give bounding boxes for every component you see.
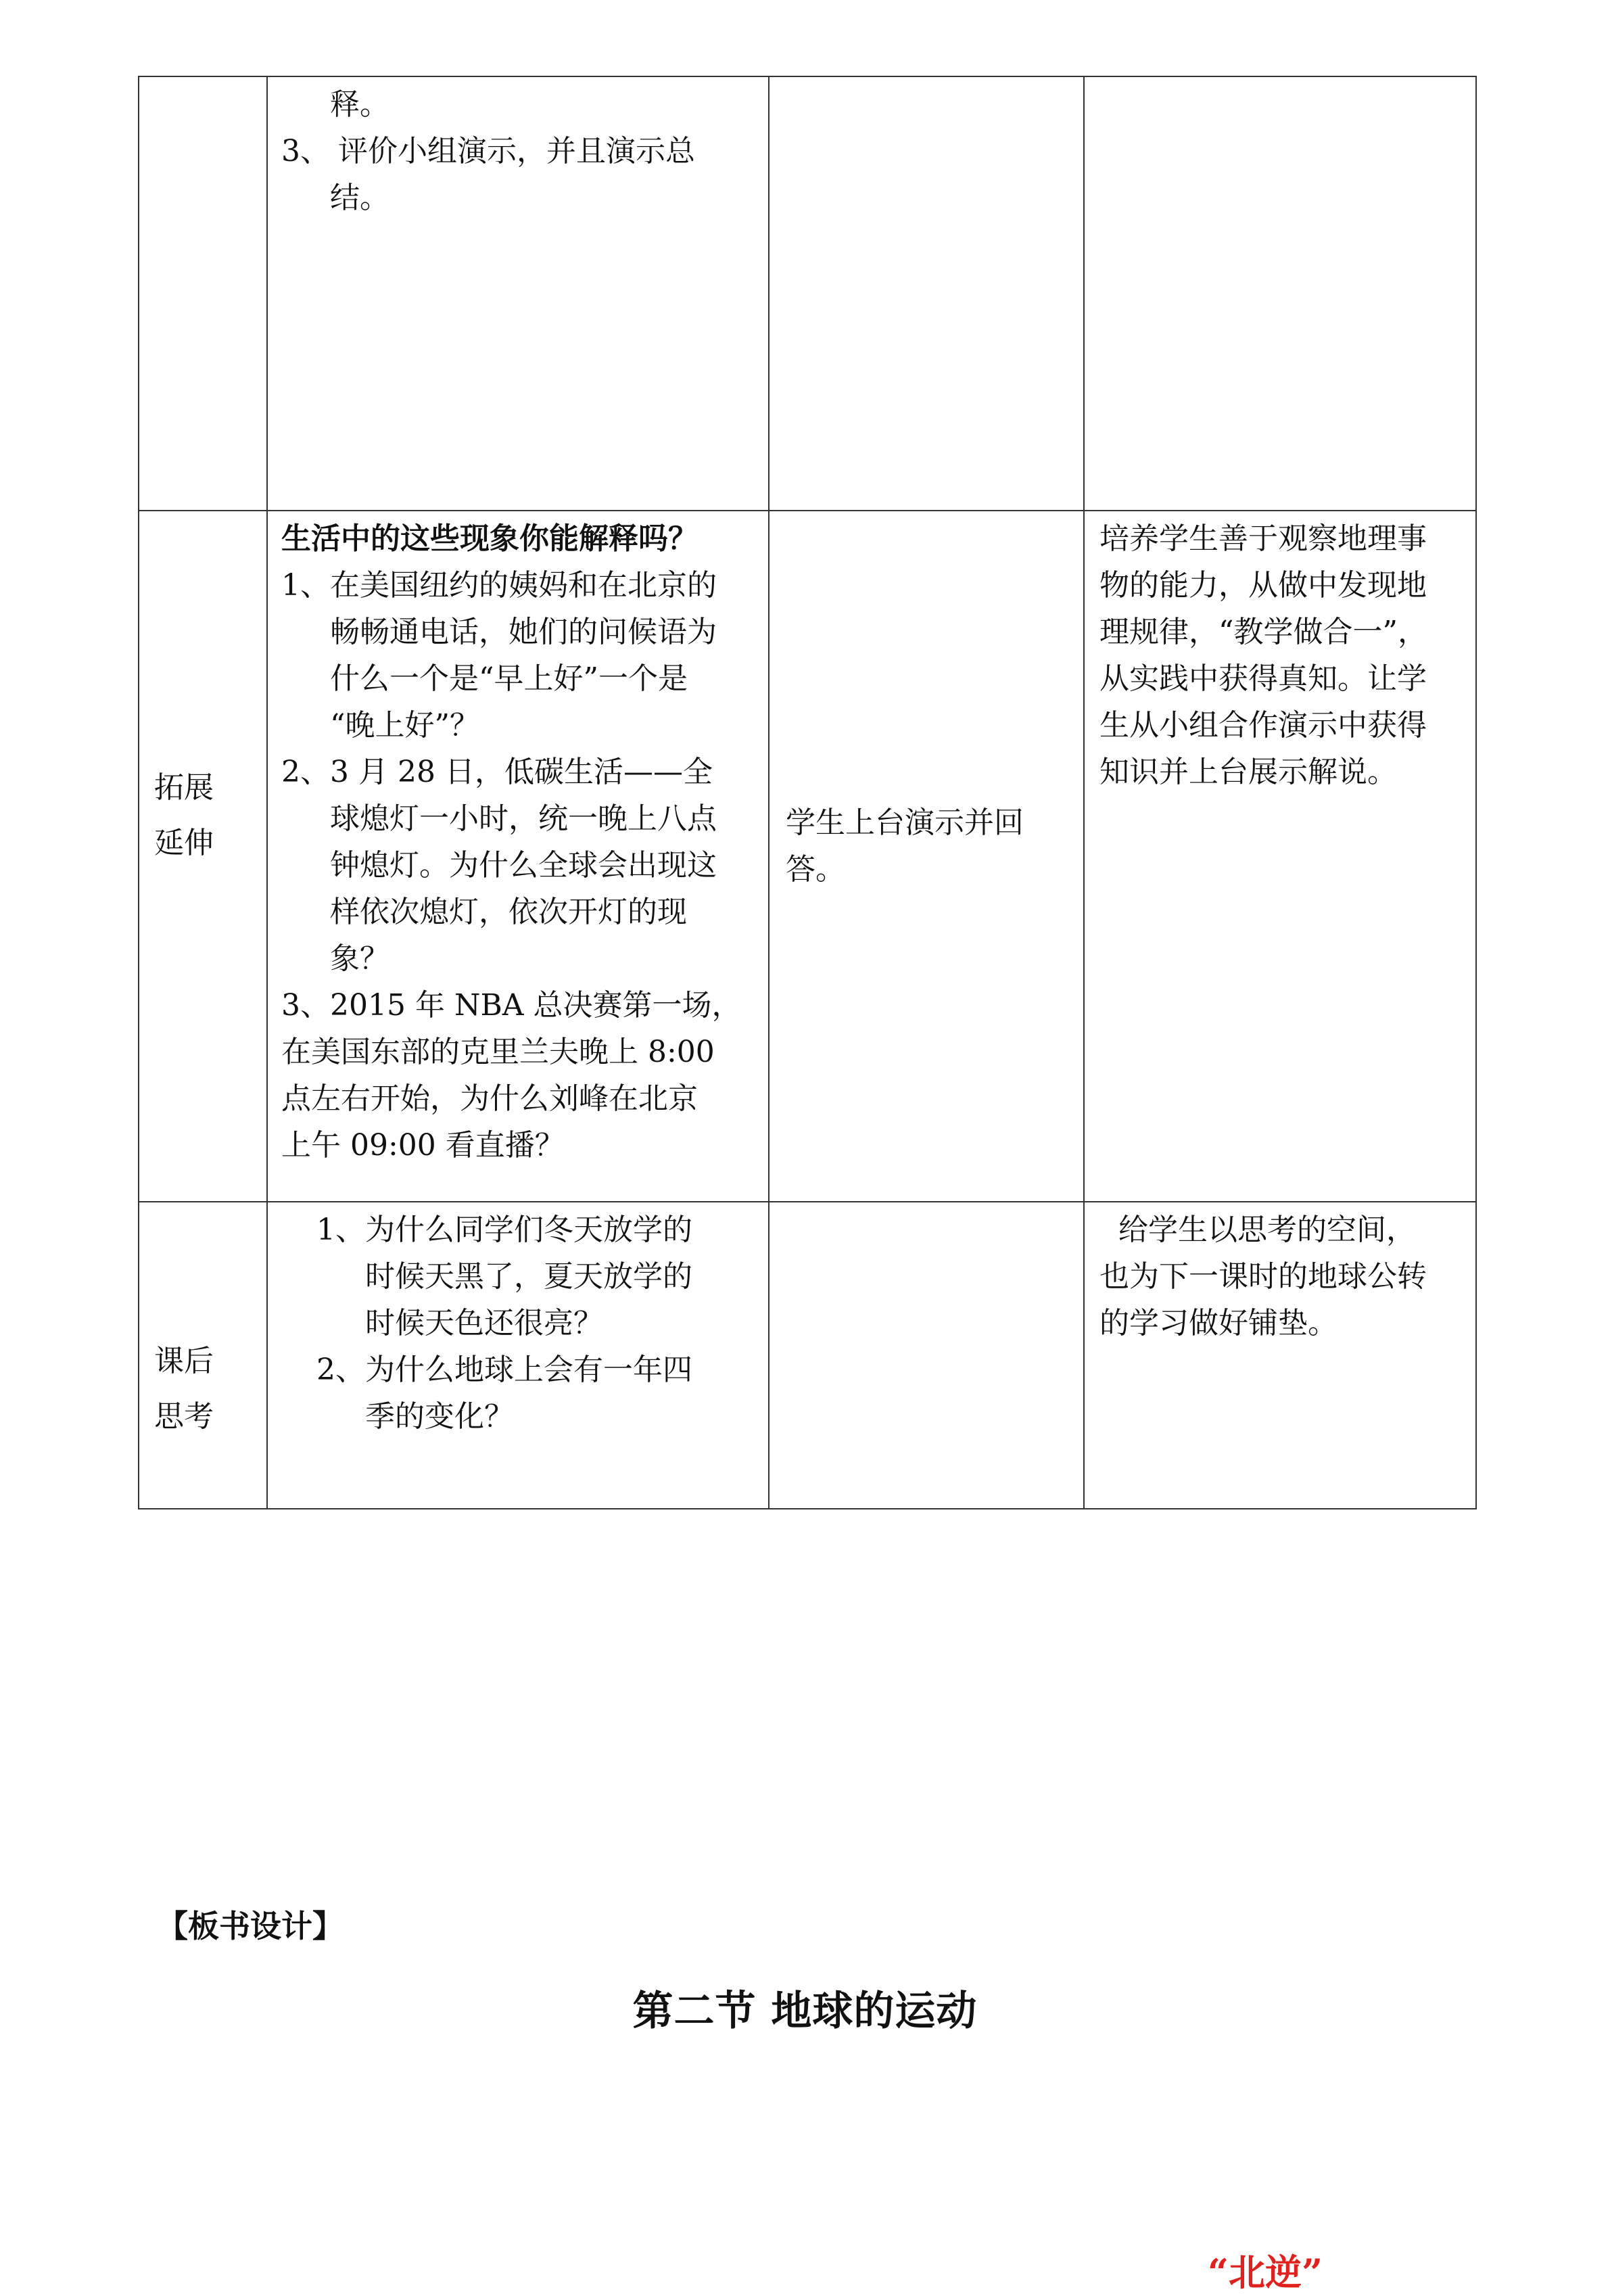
purpose-cell-empty — [1084, 76, 1476, 511]
table-row — [139, 76, 1476, 511]
item-line: 钟熄灯。为什么全球会出现这 — [330, 848, 717, 883]
continuation-line: 释。 — [330, 87, 389, 122]
item-line: 在美国纽约的姨妈和在北京的 — [330, 568, 717, 603]
student-cell-empty — [769, 1202, 1084, 1509]
student-activity-cell — [769, 511, 1084, 1202]
purpose-line: 给学生以思考的空间， — [1099, 1213, 1416, 1247]
purpose-line: 从实践中获得真知。让学 — [1099, 661, 1427, 696]
item-number: 2、 — [281, 755, 330, 789]
list-item — [316, 1206, 755, 1346]
label-line: 延伸 — [154, 826, 214, 860]
item-number: 3、 — [281, 134, 330, 168]
list-item — [281, 749, 755, 982]
item-line: 畅畅通电话，她们的问候语为 — [330, 615, 717, 649]
section-label-reflection — [139, 1202, 267, 1509]
item-line: 象？ — [330, 941, 389, 976]
lesson-plan-table — [138, 76, 1477, 1509]
list-item — [316, 1346, 755, 1440]
item-line: 球熄灯一小时，统一晚上八点 — [330, 801, 717, 836]
item-line: 结。 — [330, 181, 389, 215]
item-line: 为什么同学们冬天放学的 — [365, 1213, 692, 1247]
purpose-line: 也为下一课时的地球公转 — [1099, 1259, 1427, 1294]
purpose-cell — [1084, 511, 1476, 1202]
question-heading: 生活中的这些现象你能解释吗？ — [281, 521, 698, 556]
label-line: 拓展 — [154, 770, 214, 805]
purpose-line: 物的能力，从做中发现地 — [1099, 568, 1427, 603]
purpose-line: 理规律，“教学做合一”， — [1099, 615, 1427, 649]
item-number: 1、 — [316, 1213, 365, 1247]
item-line: 样依次熄灯，依次开灯的现 — [330, 895, 687, 929]
item-number: 2、 — [316, 1353, 365, 1387]
item-line: 评价小组演示，并且演示总 — [338, 134, 695, 168]
item-line: 季的变化？ — [365, 1399, 514, 1434]
red-annotation: “北逆” — [1208, 2251, 1323, 2294]
label-cell-empty — [139, 76, 267, 511]
board-title: 第二节 地球的运动 — [632, 1988, 978, 2035]
purpose-line: 知识并上台展示解说。 — [1099, 755, 1397, 789]
item-line: 时候天黑了，夏天放学的 — [365, 1259, 692, 1294]
item-line: 时候天色还很亮？ — [365, 1306, 603, 1340]
content-cell — [267, 511, 769, 1202]
item-line: 为什么地球上会有一年四 — [365, 1353, 692, 1387]
label-line: 课后 — [154, 1344, 214, 1378]
board-design-label: 【板书设计】 — [157, 1908, 344, 1944]
label-line: 思考 — [154, 1399, 214, 1434]
purpose-line: 培养学生善于观察地理事 — [1099, 521, 1427, 556]
list-item — [281, 562, 755, 749]
content-cell — [267, 1202, 769, 1509]
content-cell — [267, 76, 769, 511]
section-label-extension — [139, 511, 267, 1202]
purpose-cell — [1084, 1202, 1476, 1509]
item-line: 3 月 28 日，低碳生活——全 — [330, 755, 713, 789]
purpose-line: 的学习做好铺垫。 — [1099, 1306, 1337, 1340]
student-line: 学生上台演示并回 — [786, 805, 1024, 840]
student-cell-empty — [769, 76, 1084, 511]
item-number: 1、 — [281, 568, 330, 603]
table-row — [139, 1202, 1476, 1509]
purpose-line: 生从小组合作演示中获得 — [1099, 708, 1427, 743]
list-item — [281, 128, 755, 221]
item-3-line: 3、2015 年 NBA 总决赛第一场， — [281, 988, 742, 1023]
table-row — [139, 511, 1476, 1202]
item-3-line: 点左右开始，为什么刘峰在北京 — [281, 1081, 698, 1116]
item-3-line: 上午 09:00 看直播？ — [281, 1128, 565, 1163]
item-line: “晚上好”？ — [330, 708, 479, 743]
item-3-line: 在美国东部的克里兰夫晚上 8:00 — [281, 1035, 715, 1069]
item-line: 什么一个是“早上好”一个是 — [330, 661, 688, 696]
student-line: 答。 — [786, 852, 845, 887]
